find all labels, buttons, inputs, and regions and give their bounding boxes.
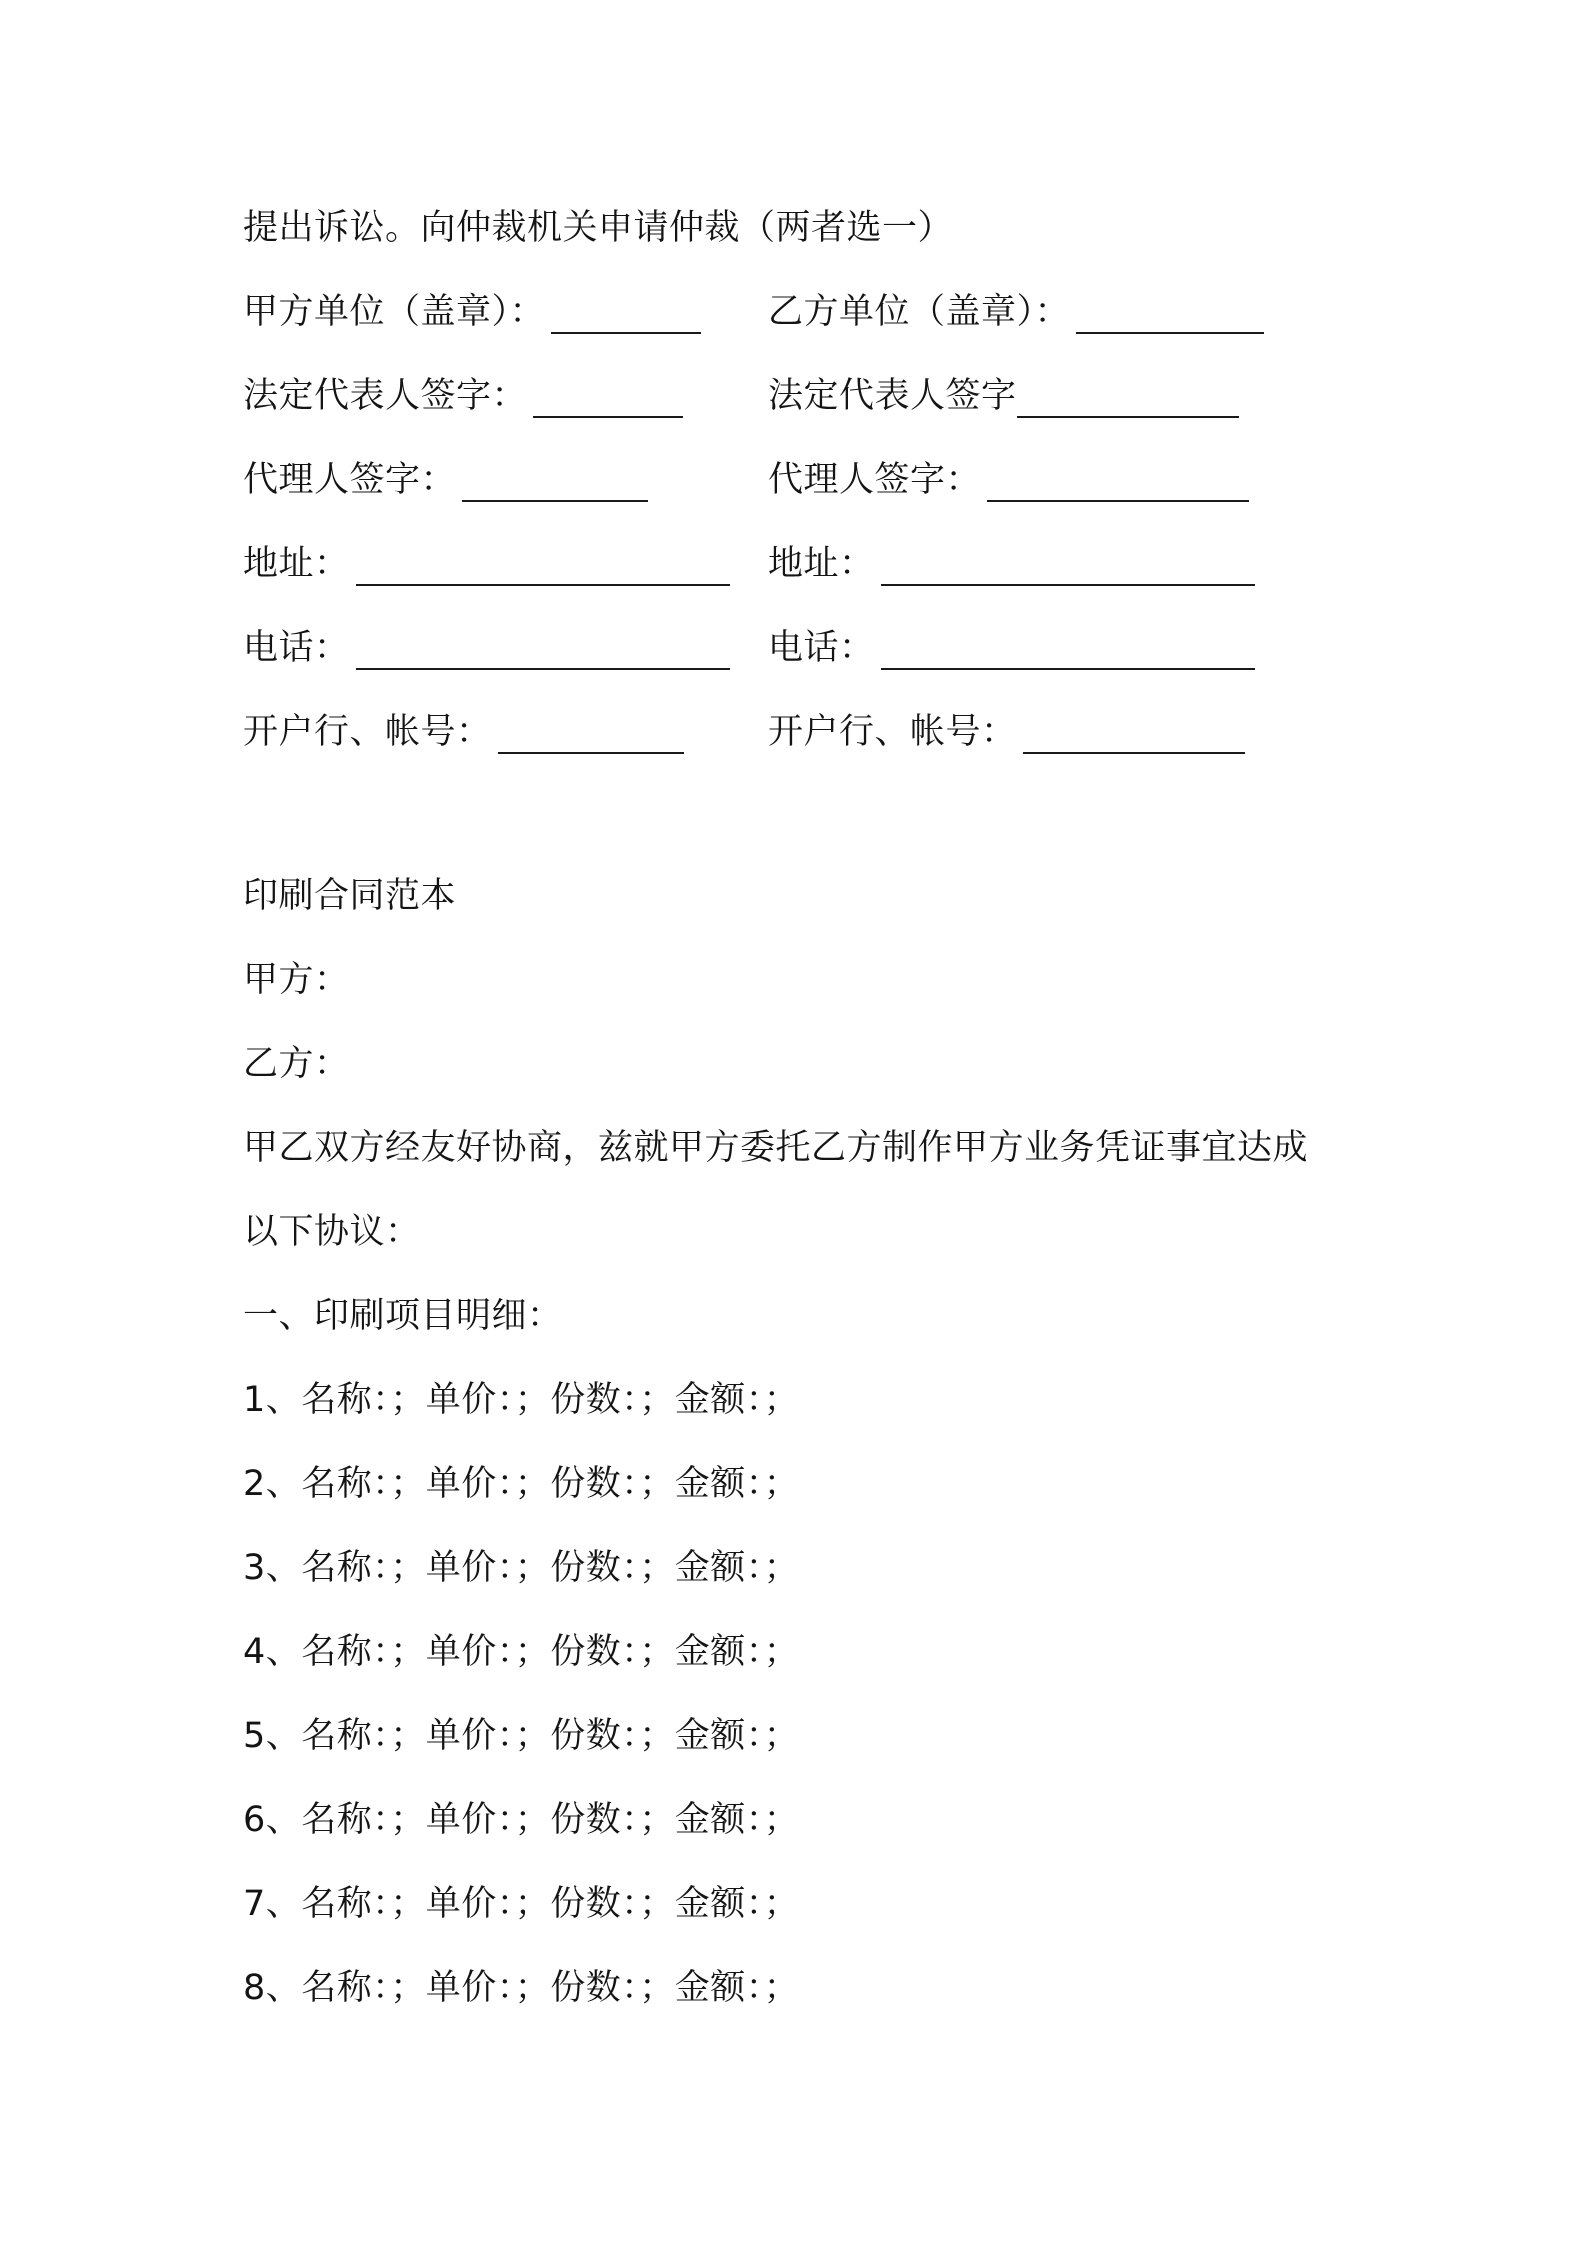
fill-blank[interactable] bbox=[881, 548, 1255, 586]
section-heading: 一、印刷项目明细： bbox=[243, 1296, 563, 1336]
fill-blank[interactable] bbox=[1023, 716, 1245, 754]
fill-blank[interactable] bbox=[462, 464, 648, 502]
signature-left bbox=[243, 626, 730, 670]
field-label: 代理人签字： bbox=[243, 460, 457, 500]
item-line: 6、名称：；单价：；份数：；金额：； bbox=[243, 1800, 800, 1840]
fill-blank[interactable] bbox=[1017, 380, 1239, 418]
intro-line: 提出诉讼。向仲裁机关申请仲裁（两者选一） bbox=[243, 208, 954, 248]
fill-blank[interactable] bbox=[881, 632, 1255, 670]
fill-blank[interactable] bbox=[356, 548, 730, 586]
signature-right bbox=[768, 542, 1255, 586]
signature-right bbox=[768, 458, 1249, 502]
fill-blank[interactable] bbox=[551, 296, 701, 334]
signature-row bbox=[243, 626, 1343, 670]
fill-blank[interactable] bbox=[1076, 296, 1264, 334]
agreement-line: 甲乙双方经友好协商，兹就甲方委托乙方制作甲方业务凭证事宜达成 bbox=[243, 1128, 1309, 1168]
item-line: 4、名称：；单价：；份数：；金额：； bbox=[243, 1632, 800, 1672]
item-line: 1、名称：；单价：；份数：；金额：； bbox=[243, 1380, 800, 1420]
fill-blank[interactable] bbox=[987, 464, 1249, 502]
signature-left bbox=[243, 710, 684, 754]
signature-row bbox=[243, 710, 1343, 754]
field-label: 甲方单位（盖章）： bbox=[243, 292, 546, 332]
signature-right bbox=[768, 374, 1239, 418]
signature-left bbox=[243, 458, 648, 502]
signature-left bbox=[243, 290, 701, 334]
signature-left bbox=[243, 542, 730, 586]
field-label: 法定代表人签字： bbox=[243, 376, 528, 416]
signature-left bbox=[243, 374, 683, 418]
item-line: 3、名称：；单价：；份数：；金额：； bbox=[243, 1548, 800, 1588]
party-b-line: 乙方： bbox=[243, 1044, 350, 1084]
party-a-line: 甲方： bbox=[243, 960, 350, 1000]
fill-blank[interactable] bbox=[533, 380, 683, 418]
field-label: 电话： bbox=[243, 628, 350, 668]
fill-blank[interactable] bbox=[356, 632, 730, 670]
field-label: 地址： bbox=[243, 544, 350, 584]
contract-title: 印刷合同范本 bbox=[243, 876, 457, 916]
fill-blank[interactable] bbox=[498, 716, 684, 754]
signature-row bbox=[243, 458, 1343, 502]
signature-row bbox=[243, 374, 1343, 418]
signature-right bbox=[768, 710, 1245, 754]
signature-right bbox=[768, 290, 1264, 334]
signature-right bbox=[768, 626, 1255, 670]
item-line: 7、名称：；单价：；份数：；金额：； bbox=[243, 1884, 800, 1924]
item-line: 8、名称：；单价：；份数：；金额：； bbox=[243, 1968, 800, 2008]
item-line: 2、名称：；单价：；份数：；金额：； bbox=[243, 1464, 800, 1504]
signature-row bbox=[243, 542, 1343, 586]
field-label: 代理人签字： bbox=[768, 460, 982, 500]
field-label: 电话： bbox=[768, 628, 875, 668]
field-label: 地址： bbox=[768, 544, 875, 584]
field-label: 开户行、帐号： bbox=[243, 712, 492, 752]
agreement-line: 以下协议： bbox=[243, 1212, 421, 1252]
field-label: 法定代表人签字 bbox=[768, 376, 1017, 416]
field-label: 乙方单位（盖章）： bbox=[768, 292, 1071, 332]
field-label: 开户行、帐号： bbox=[768, 712, 1017, 752]
signature-row bbox=[243, 290, 1343, 334]
item-line: 5、名称：；单价：；份数：；金额：； bbox=[243, 1716, 800, 1756]
